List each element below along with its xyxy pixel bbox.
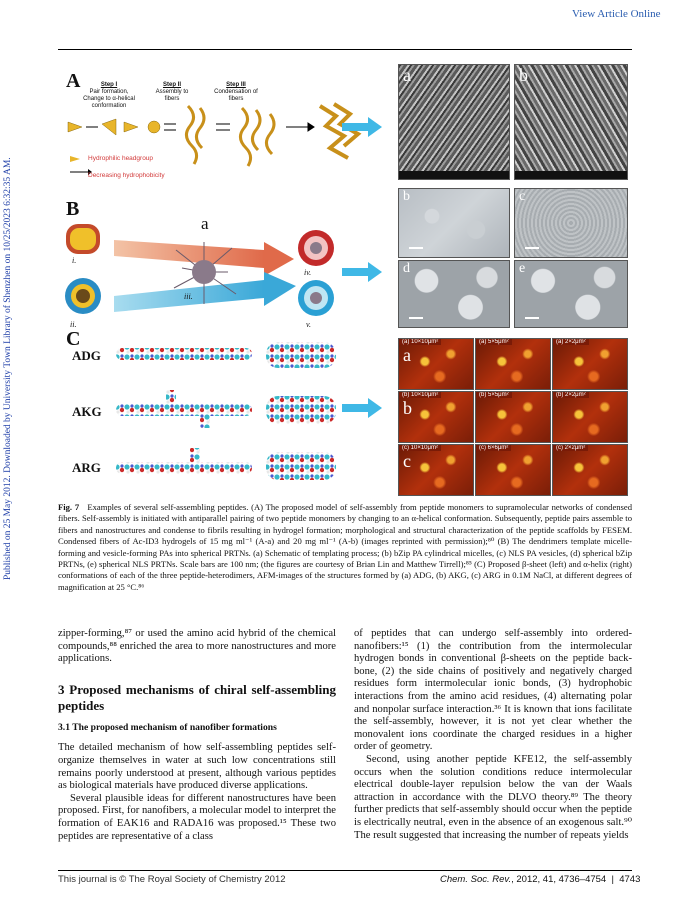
- afm-image-b1: (b) 10×10μm² b: [398, 391, 474, 443]
- panel-a-letter: A: [66, 70, 81, 92]
- arrow-panel-a: [342, 117, 382, 137]
- legend-decreasing-hydrophobicity: Decreasing hydrophobicity: [88, 172, 165, 179]
- label-v: v.: [306, 320, 311, 329]
- afm-image-grid: [398, 338, 626, 494]
- afm-image-c2: (c) 6×6μm²: [475, 444, 551, 496]
- step-3-label: Step III Condensation of fibers: [214, 82, 258, 102]
- peptide-label-adg: ADG: [72, 348, 101, 363]
- label-iii: iii.: [184, 292, 193, 301]
- afm-image-c1: (c) 10×10μm² c: [398, 444, 474, 496]
- step-1-label: Step I Pair formation, Change to α-helical conformation: [83, 82, 135, 109]
- tem-image-e: e: [514, 260, 628, 328]
- left-paragraph-2: The detailed mechanism of how self-assembling peptides self-organize themselves in water at such low concentrations still remains poorly understood at present, although various peptides as biological materials have produced diverse applications.: [58, 742, 336, 792]
- sem-image-a: a: [398, 64, 510, 180]
- peptide-label-arg: ARG: [72, 460, 101, 475]
- afm-image-a1: (a) 10×10μm² a: [398, 338, 474, 390]
- step-2-label: Step II Assembly to fibers: [155, 82, 189, 102]
- figure-label: Fig. 7: [58, 502, 80, 512]
- footer-citation: Chem. Soc. Rev., 2012, 41, 4736–4754 | 4743: [440, 874, 641, 885]
- label-i: i.: [72, 256, 77, 265]
- label-ii: ii.: [70, 320, 77, 329]
- tem-image-b: b: [398, 188, 510, 258]
- left-column: [58, 628, 336, 843]
- tem-image-c: c: [514, 188, 628, 258]
- afm-image-c3: (c) 2×2μm²: [552, 444, 628, 496]
- view-article-online-link[interactable]: View Article Online: [572, 8, 661, 20]
- afm-image-a3: (a) 2×2μm²: [552, 338, 628, 390]
- peptide-models: [114, 334, 354, 494]
- page-number: 4743: [619, 874, 641, 885]
- assembly-schematic: [64, 102, 364, 182]
- afm-image-b2: (b) 5×5μm²: [475, 391, 551, 443]
- footer-copyright: This journal is © The Royal Society of Chemistry 2012: [58, 874, 286, 885]
- sem-image-b: b: [514, 64, 628, 180]
- figure-caption: [58, 502, 632, 593]
- right-paragraph-2: Second, using another peptide KFE12, the self-assembly occurs when the solution conditions reduce intermolecular electrical double-layer repulsion below the van der Waals attraction in accordance with the DLVO theory.⁸⁹ The theory further predicts that self-assembly should occur when the peptide is electrically neutral, even in the absence of an exogenous salt.⁹⁰ The result suggested that increasing the number of repeats yields: [354, 753, 632, 841]
- subsection-3-1-heading: 3.1 The proposed mechanism of nanofiber formations: [58, 721, 277, 733]
- panel-b-letter: B: [66, 198, 80, 220]
- top-rule: [58, 49, 632, 50]
- afm-image-a2: (a) 5×5μm²: [475, 338, 551, 390]
- left-paragraph-3: Several plausible ideas for different nanostructures have been proposed. First, for nanofibers, a molecular model to interpret the formation of EAK16 and RADA16 was proposed.¹⁵ These two peptides are representative of a class: [58, 792, 336, 842]
- label-iv: iv.: [304, 268, 312, 277]
- bottom-rule: [58, 870, 632, 871]
- tem-image-d: d: [398, 260, 510, 328]
- left-paragraph-1: zipper-forming,⁸⁷ or used the amino acid hybrid of the chemical compounds,⁸⁸ enriched the area to more nanostructures and more applications.: [58, 628, 336, 665]
- templating-label-a: a: [201, 214, 209, 233]
- download-side-note: Published on 25 May 2012. Downloaded by University Town Library of Shenzhen on 10/25/2023 6:32:35 AM.: [3, 157, 13, 580]
- legend-hydrophilic-headgroup: Hydrophilic headgroup: [88, 155, 154, 162]
- figure-caption-text: Examples of several self-assembling peptides. (A) The proposed model of self-assembly from peptide monomers to supramolecular networks of condensed fibers. Self-assembly is initiated with antiparallel pairing of two peptide monomers by changing to an α-helical conformation. Subsequently, peptide pairs assemble to fibers and nanostructures and condense to fibrils resulting in hydrogel formation; morphological and structural characterization of the peptide scaffolds by FESEM. Condensed fibers of Ac-ID3 hydrogels of 15 mg ml⁻¹ (A-a) and 20 mg ml⁻¹ (A-b) (images reprinted with permission);⁸⁰ (B) The dendrimers template micelle-forming and vesicle-forming PAs into spherical PRTNs. (a) Schematic of templating process; (b) bZip PA cylindrical micelles, (c) NLS PA vesicles, (d) spherical bZip PRTNs, (e) spherical NLS PRTNs. Scale bars are 100 nm; (the figures are courtesy of Brian Lin and Matthew Tirrell);⁸⁵ (C) Proposed β-sheet (left) and α-helix (right) conformations of each of the three peptide-heterodimers, AFM-images of the structures formed by (a) ADG, (b) AKG, (c) ARG in 0.1M NaCl, at different degrees of magnification at 25 °C.⁸⁶: [58, 502, 633, 592]
- panel-c-letter: C: [66, 328, 81, 350]
- right-paragraph-1: of peptides that can undergo self-assembly into ordered-nanofibers:¹⁵ (1) the contribution from the intermolecular hydrogen bonds in conventional β-sheets on the peptide back-bone, (2) the side chains of positively and negatively charged residues form intermolecular ionic bonds, (3) hydrophobic interactions from the amino acid residues, (4) alternating polar and nonpolar surface interaction.³⁶ It is known that ions facilitate the self-assembly, however, it is not yet clear whether the monovalent ions coordinate the charged residues in a higher order of geometry.: [354, 628, 632, 753]
- peptide-label-akg: AKG: [72, 404, 102, 419]
- afm-image-b3: (b) 2×2μm²: [552, 391, 628, 443]
- right-column: [354, 628, 632, 842]
- section-3-heading: 3 Proposed mechanisms of chiral self-assembling peptides: [58, 681, 336, 713]
- figure-7: [58, 62, 632, 498]
